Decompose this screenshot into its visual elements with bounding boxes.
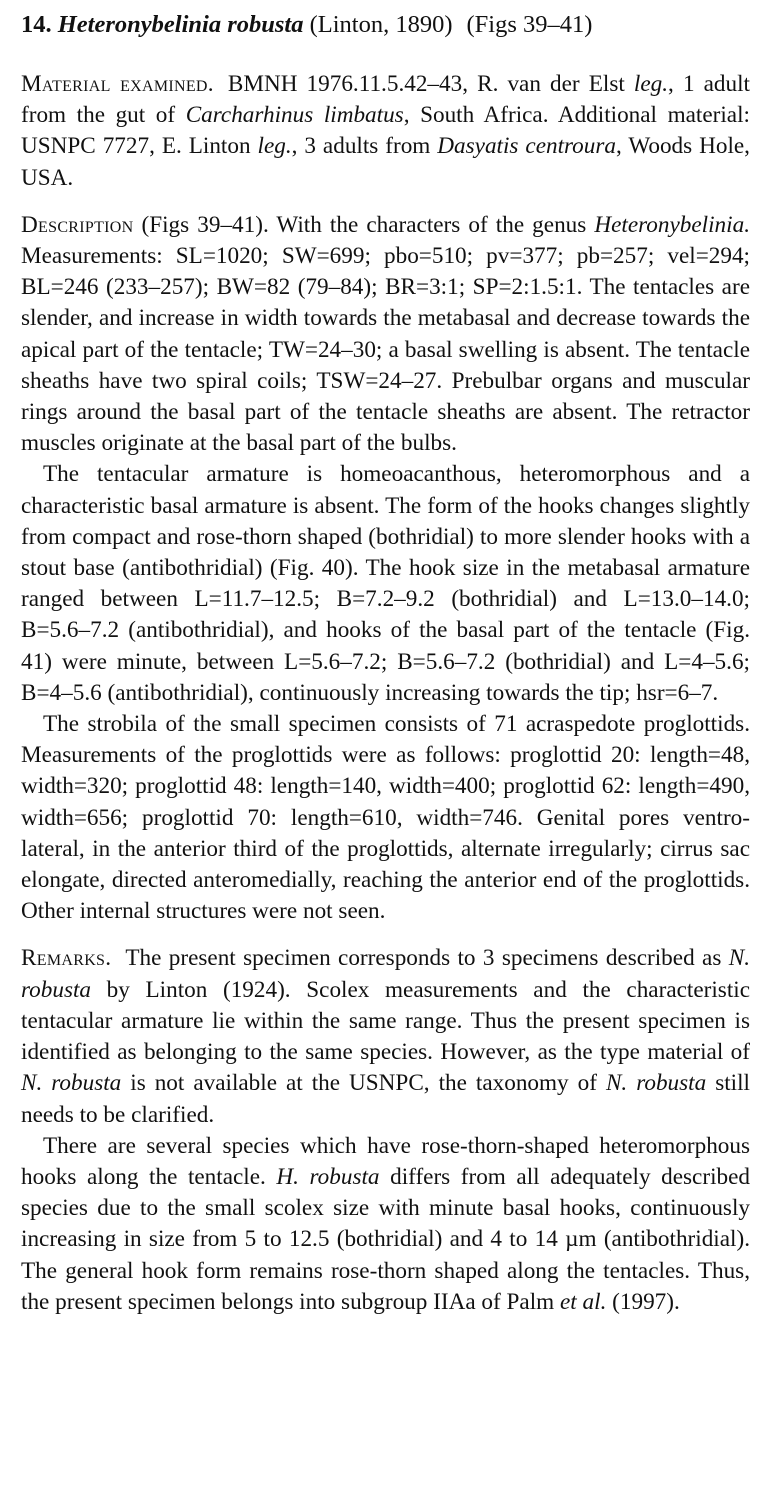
remarks-paragraph: Remarks. The present specimen corresponds to 3 specimens described as N. robusta by Linton (1924). Scolex measurements and the characteristic tentacular armature lie within the same range. Thus the present specimen is identified as belonging to the same species. However, as the type material of N. robusta is not available at the USNPC, the taxonomy of N. robusta still needs to be clarified. — [21, 945, 750, 1128]
strobila-paragraph: The strobila of the small specimen consists of 71 acraspedote proglottids. Measurements of the proglottids were as follows: proglottid 20: length=48, width=320; proglottid 48: length=140, width=400; proglottid 62: length=490, width=656; proglottid 70: length=610, width=746. Genital pores ventro-lateral, in the anterior third of the proglottids, alternate irregularly; cirrus sac elongate, directed anteromedially, reaching the anterior end of the proglottids. Other internal structures were not seen. — [21, 711, 750, 925]
comparison-paragraph: There are several species which have rose-thorn-shaped heteromorphous hooks along the tentacle. H. robusta differs from all adequately described species due to the small scolex size with minute basal hooks, continuously increasing in size from 5 to 12.5 (bothridial) and 4 to 14 µm (antibothridial). The general hook form remains rose-thorn shaped along the tentacles. Thus, the present specimen belongs into subgroup IIAa of Palm et al. (1997). — [21, 1132, 750, 1315]
species-number: 14. — [21, 11, 52, 38]
armature-paragraph: The tentacular armature is homeoacanthous, heteromorphous and a characteristic basal armature is absent. The form of the hooks changes slightly from compact and rose-thorn shaped (bothridial) to more slender hooks with a stout base (antibothridial) (Fig. 40). The hook size in the metabasal armature ranged between L=11.7–12.5; B=7.2–9.2 (bothridial) and L=13.0–14.0; B=5.6–7.2 (antibothridial), and hooks of the basal part of the tentacle (Fig. 41) were minute, between L=5.6–7.2; B=5.6–7.2 (bothridial) and L=4–5.6; B=4–5.6 (antibothridial), continuously increasing towards the tip; hsr=6–7. — [21, 461, 750, 706]
material-label: Material examined. — [21, 71, 214, 97]
material-examined-section — [21, 69, 750, 194]
remarks-section — [21, 943, 750, 1317]
host-species: Carcharhinus limbatus — [185, 102, 404, 129]
description-label: Description — [21, 211, 134, 238]
species-heading — [21, 10, 750, 40]
host-species: Dasyatis centroura — [437, 133, 616, 160]
species-authority: (Linton, 1890) — [309, 11, 453, 38]
remarks-label: Remarks. — [21, 945, 112, 972]
material-paragraph: Material examined. BMNH 1976.11.5.42–43, R. van der Elst leg., 1 adult from the gut of Carcharhinus limbatus, South Africa. Additional material: USNPC 7727, E. Linton leg., 3 adults from Dasyatis centroura, Woods Hole, USA. — [21, 71, 750, 191]
species-binomial: Heteronybelinia robusta — [57, 11, 304, 38]
figure-reference: (Figs 39–41) — [466, 11, 593, 38]
description-section — [21, 210, 750, 928]
genus-name: Heteronybelinia. — [594, 211, 750, 238]
description-paragraph: Description (Figs 39–41). With the characters of the genus Heteronybelinia. Measurements: SL=1020; SW=699; pbo=510; pv=377; pb=257; vel=294; BL=246 (233–257); BW=82 (79–84); BR=3:1; SP=2:1.5:1. The tentacles are slender, and increase in width towards the metabasal and decrease towards the apical part of the tentacle; TW=24–30; a basal swelling is absent. The tentacle sheaths have two spiral coils; TSW=24–27. Prebulbar organs and muscular rings around the basal part of the tentacle sheaths are absent. The retractor muscles originate at the basal part of the bulbs. — [21, 211, 750, 457]
